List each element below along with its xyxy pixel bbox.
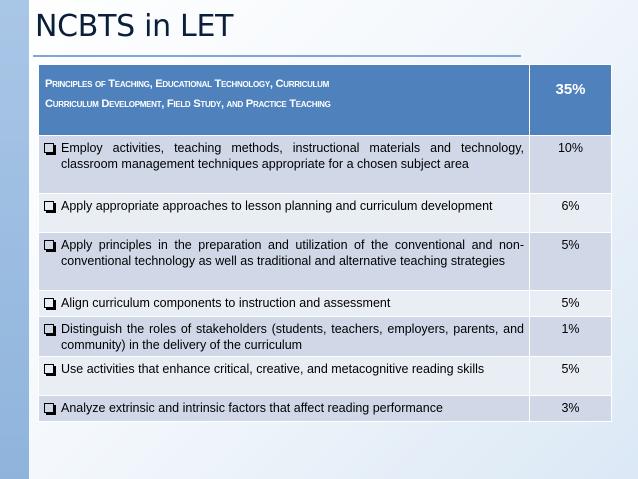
row-percent-cell: 5%	[530, 291, 612, 317]
table-row	[39, 291, 612, 317]
checkbox-bullet-icon	[44, 201, 54, 211]
table-row	[39, 317, 612, 357]
item-text: Analyze extrinsic and intrinsic factors that affect reading performance	[61, 401, 443, 415]
list-item	[44, 401, 524, 417]
row-percent-cell: 1%	[530, 317, 612, 357]
row-description-cell	[39, 396, 530, 422]
table-header-row	[39, 65, 612, 136]
left-accent-bar	[0, 0, 29, 479]
row-percent-cell: 6%	[530, 194, 612, 233]
item-text: Align curriculum components to instruction and assessment	[61, 296, 391, 310]
table-row	[39, 396, 612, 422]
list-item	[44, 141, 524, 172]
row-description-cell	[39, 291, 530, 317]
row-description-cell	[39, 194, 530, 233]
item-text: Distinguish the roles of stakeholders (students, teachers, employers, parents, and community) in the delivery of the curriculum	[61, 322, 524, 352]
header-line-2: Curriculum Development, Field Study, and Practice Teaching	[45, 98, 331, 110]
row-description-cell	[39, 317, 530, 357]
item-text: Apply principles in the preparation and utilization of the conventional and non-conventional technology as well as traditional and alternative teaching strategies	[61, 238, 524, 268]
table-row	[39, 357, 612, 396]
row-description-cell	[39, 357, 530, 396]
title-underline	[33, 55, 521, 57]
header-description-cell	[39, 65, 530, 136]
competency-table	[38, 64, 612, 422]
list-item	[44, 362, 524, 378]
row-percent-cell: 10%	[530, 136, 612, 194]
row-description-cell	[39, 136, 530, 194]
list-item	[44, 296, 524, 312]
checkbox-bullet-icon	[44, 324, 54, 334]
checkbox-bullet-icon	[44, 298, 54, 308]
item-text: Employ activities, teaching methods, instructional materials and technology, classroom management techniques appropriate for a chosen subject area	[61, 141, 524, 171]
table-row	[39, 194, 612, 233]
checkbox-bullet-icon	[44, 364, 54, 374]
row-percent-cell: 3%	[530, 396, 612, 422]
item-text: Apply appropriate approaches to lesson planning and curriculum development	[61, 199, 493, 213]
row-percent-cell: 5%	[530, 357, 612, 396]
list-item	[44, 322, 524, 353]
slide-title: NCBTS in LET	[35, 9, 234, 44]
row-percent-cell: 5%	[530, 233, 612, 291]
table-row	[39, 233, 612, 291]
list-item	[44, 199, 524, 215]
checkbox-bullet-icon	[44, 143, 54, 153]
item-text: Use activities that enhance critical, creative, and metacognitive reading skills	[61, 362, 485, 376]
checkbox-bullet-icon	[44, 240, 54, 250]
checkbox-bullet-icon	[44, 403, 54, 413]
list-item	[44, 238, 524, 269]
header-weight-cell: 35%	[530, 65, 612, 136]
header-line-1: Principles of Teaching, Educational Technology, Curriculum	[45, 78, 329, 90]
table-row	[39, 136, 612, 194]
row-description-cell	[39, 233, 530, 291]
